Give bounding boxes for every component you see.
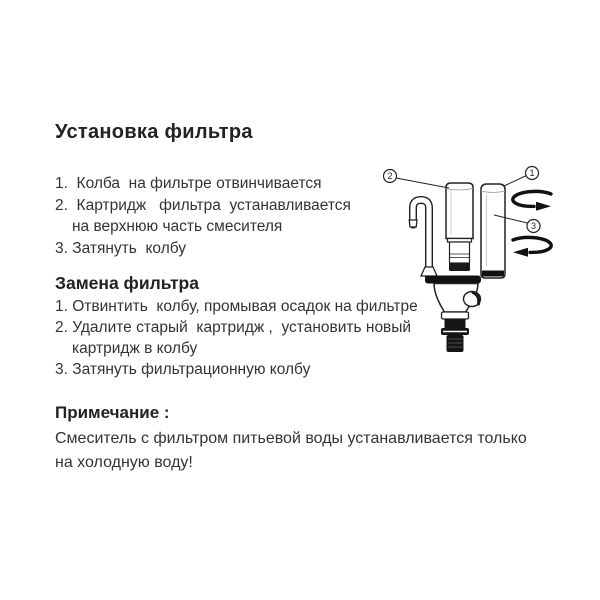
filter-cartridge [446,183,473,271]
install-step-3: 3. Затянуть колбу [55,239,187,257]
callout-1-label: 1 [529,168,535,179]
callout-3-label: 3 [530,221,537,232]
callout-2-leader [396,178,449,188]
callout-3 [527,220,540,233]
replace-step-2: 2. Удалите старый картридж , установить новый [55,319,412,336]
threaded-connector [447,335,464,352]
filter-faucet-diagram [370,148,570,363]
callout-2 [384,170,397,183]
replace-step-3: 3. Затянуть фильтрационную колбу [55,361,311,378]
install-step-2: 2. Картридж фильтра устанавливается [55,196,351,214]
callout-1-leader [504,176,527,187]
replace-step-1: 1. Отвинтить колбу, промывая осадок на фильтре [55,298,418,315]
spout-base [421,267,437,276]
install-step-2-cont: на верхнюю часть смесителя [72,218,283,235]
note-text [55,427,547,475]
replace-heading: Замена фильтра [55,273,199,293]
callout-2-label: 2 [387,171,393,182]
rotate-clockwise-arrow-icon [513,191,551,210]
mounting-band [425,276,481,284]
install-step-1: 1. Колба на фильтре отвинчивается [55,175,322,192]
page-title: Установка фильтра [55,121,253,143]
faucet-body [434,284,481,353]
rotate-counterclockwise-arrow-icon [513,237,551,256]
note-line-2: на холодную воду! [55,454,193,471]
replace-step-2-cont: картридж в колбу [72,340,198,357]
note-line-1: Смеситель с фильтром питьевой воды устанавливается только [55,430,527,447]
callout-1 [526,167,539,180]
filter-housing [481,184,505,278]
note-heading: Примечание : [55,403,170,422]
